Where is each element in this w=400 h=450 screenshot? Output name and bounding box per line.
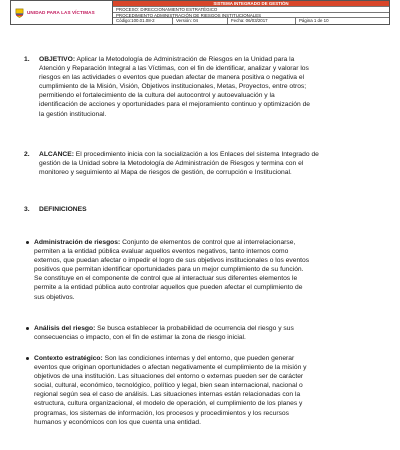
header-info <box>113 1 389 24</box>
header-procedimiento: PROCEDIMIENTO ADMINISTRACIÓN DE RIESGOS INSTITUCIONALES <box>113 13 389 19</box>
text-line: permite a la entidad pública auto controlar aquellos que pueden afectar el cumplimiento de <box>34 284 303 292</box>
header-codigo: Código:100.01.08-2 <box>113 18 173 24</box>
text-line: cumplimiento de la Misión, Visión, Objetivos institucionales, Metas, Proyectos, entre otros; <box>39 83 307 91</box>
section-text <box>39 55 310 119</box>
coat-of-arms-icon <box>15 8 24 18</box>
text-line: objetivos de una institución. Las situaciones del entorno o externas pueden ser de carácter <box>34 373 304 381</box>
text-line: social, cultural, económico, tecnológico, político y legal, bien sean internacional, nacional o <box>34 382 303 390</box>
logo-text: UNIDAD PARA LAS VÍCTIMAS <box>27 10 95 15</box>
definition-text <box>34 354 307 427</box>
text-line: Se constituye en el componente de control que al interactuar sus diferentes elementos le <box>34 275 298 283</box>
section-label: OBJETIVO: <box>39 56 76 63</box>
text-line: permiten a la entidad pública evaluar aquellos eventos negativos, tanto internos como <box>34 248 289 256</box>
bullet-icon <box>26 327 29 330</box>
document-header <box>10 0 390 25</box>
section-number: 2. <box>24 151 30 158</box>
header-pagina: Página 1 de 10 <box>299 18 329 24</box>
section-label: ALCANCE: <box>39 151 74 158</box>
text-line: monitoreo y seguimiento al Mapa de riesgos de gestión, de corrupción e Institucional. <box>39 169 292 177</box>
definition-term: Contexto estratégico: <box>34 355 103 362</box>
header-title: SISTEMA INTEGRADO DE GESTIÓN <box>113 1 389 7</box>
text-line: gestión de la Unidad sobre la Metodología de Administración de Riesgos y termina con el <box>39 160 304 168</box>
text-line: OBJETIVO: Aplicar la Metodología de Administración de Riesgos en la Unidad para la <box>39 56 295 63</box>
text-line: regional según sea el caso de análisis. Las situaciones internas están relacionadas con la <box>34 391 301 399</box>
definition-term: Análisis del riesgo: <box>34 325 96 332</box>
bullet-icon <box>26 357 29 360</box>
logo <box>11 1 113 24</box>
section-number: 1. <box>24 56 30 63</box>
text-line: consecuencias o impacto, con el fin de estimar la zona de riesgo inicial. <box>34 334 246 342</box>
text-line: permitiendo el fortalecimiento de la cultura del autocontrol y autoevaluación y la <box>39 92 275 100</box>
definition-text <box>34 324 294 342</box>
header-fecha: Fecha: 06/03/2017 <box>228 18 296 24</box>
text-line: estructura, cultura organizacional, el modelo de operación, el cumplimiento de los planes y <box>34 400 303 408</box>
definition-term: Administración de riesgos: <box>34 239 121 246</box>
text-line: externos, que puedan afectar o impedir el logro de sus objetivos institucionales o los eventos <box>34 257 310 265</box>
text-line: la gestión institucional. <box>39 110 107 118</box>
section-label: DEFINICIONES <box>39 206 87 213</box>
text-line: Atención y Reparación Integral a las Víctimas, con el fin de identificar, analizar y valorar los <box>39 65 309 73</box>
text-line: Contexto estratégico: Son las condiciones internas y del entorno, que pueden generar <box>34 355 295 362</box>
text-line: Administración de riesgos: Conjunto de elementos de control que al interrelacionarse, <box>34 239 296 246</box>
header-proceso: PROCESO: DIRECCIONAMIENTO ESTRATÉGICO <box>113 7 389 13</box>
section-number: 3. <box>24 206 30 213</box>
text-line: eventos que originan oportunidades o afectan negativamente el cumplimiento de la misión y <box>34 364 307 372</box>
text-line: humanos y económicos con los que cuenta una entidad. <box>34 418 201 426</box>
definition-text <box>34 238 309 302</box>
text-line: Análisis del riesgo: Se busca establecer la probabilidad de ocurrencia del riesgo y sus <box>34 325 294 332</box>
text-line: sus objetivos. <box>34 293 75 301</box>
text-line: programas, los sistemas de información, los procesos y procedimientos y los recursos <box>34 409 289 417</box>
text-line: ALCANCE: El procedimiento inicia con la socialización a los Enlaces del sistema Integrado de <box>39 151 319 158</box>
section-text <box>39 150 319 177</box>
bullet-icon <box>26 241 29 244</box>
header-version: Versión: 04 <box>173 18 228 24</box>
header-meta-row <box>113 18 389 24</box>
text-line: identificación de acciones y oportunidades para el mejoramiento continuo y optimización de <box>39 101 311 109</box>
text-line: positivos que permitan identificar oportunidades para un mejor cumplimiento de su función. <box>34 266 304 274</box>
text-line: riesgos en las actividades o eventos que puedan afectar de manera positiva o negativa el <box>39 74 305 82</box>
